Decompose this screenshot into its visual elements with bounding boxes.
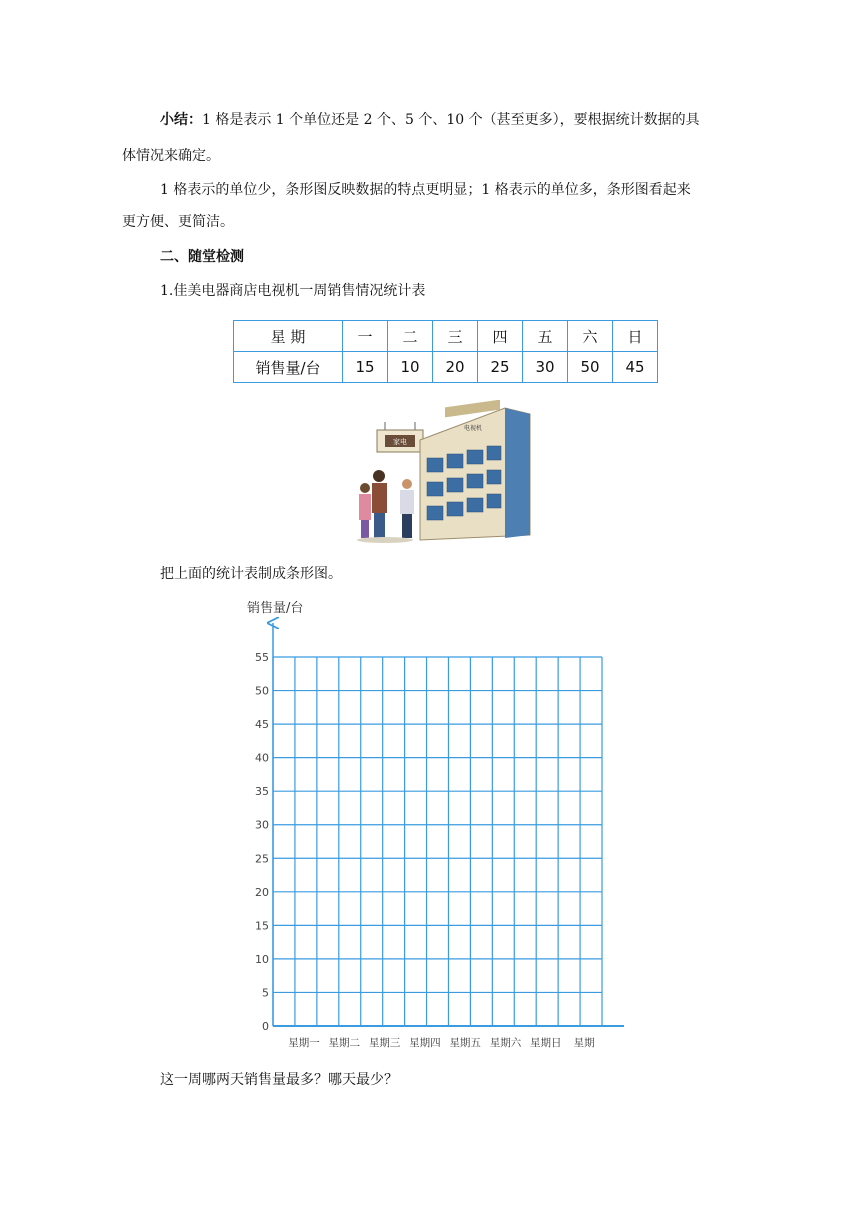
y-tick-label: 25 (255, 852, 269, 866)
y-tick-label: 30 (255, 818, 269, 832)
table-row-sales (234, 352, 658, 383)
x-category-label: 星期五 (449, 1037, 481, 1049)
table-day-cell: 三 (433, 321, 478, 352)
summary-line-1 (160, 104, 740, 136)
x-axis-label: 星期 (573, 1037, 595, 1049)
summary-text-1: 1 格是表示 1 个单位还是 2 个、5 个、10 个（甚至更多），要根据统计数据的具 (202, 112, 700, 128)
x-category-label: 星期二 (328, 1037, 361, 1049)
y-axis-label: 销售量/台 (247, 601, 304, 616)
x-category-label: 星期一 (288, 1037, 320, 1049)
table-row-days (234, 321, 658, 352)
store-text: 电视机 (463, 425, 483, 432)
section-heading: 二、随堂检测 (160, 249, 244, 265)
x-category-label: 星期四 (409, 1037, 441, 1049)
x-category-label: 星期日 (530, 1037, 562, 1049)
x-category-labels (288, 1036, 595, 1049)
y-tick-label: 55 (255, 651, 269, 664)
table-header-label: 星 期 (234, 321, 343, 352)
table-day-cell: 五 (523, 321, 568, 352)
table-value-cell: 15 (343, 352, 388, 383)
table-day-cell: 六 (568, 321, 613, 352)
y-tick-label: 50 (255, 684, 269, 698)
store-illustration (355, 400, 535, 545)
summary-line-2: 体情况来确定。 (122, 148, 220, 164)
y-tick-label: 0 (262, 1020, 269, 1033)
table-day-cell: 四 (478, 321, 523, 352)
x-category-label: 星期三 (368, 1037, 401, 1049)
table-value-cell: 50 (568, 352, 613, 383)
table-value-cell: 20 (433, 352, 478, 383)
exercise-instruction: 把上面的统计表制成条形图。 (160, 566, 342, 582)
bar-chart-grid (230, 595, 640, 1055)
y-tick-label: 20 (255, 885, 269, 899)
sales-table (233, 320, 658, 383)
table-day-cell: 二 (388, 321, 433, 352)
table-day-cell: 日 (613, 321, 658, 352)
summary-line-4: 更方便、更简洁。 (122, 214, 234, 230)
y-tick-label: 40 (255, 751, 269, 765)
y-tick-label: 15 (255, 919, 269, 933)
y-tick-label: 35 (255, 785, 269, 799)
table-day-cell: 一 (343, 321, 388, 352)
y-tick-label: 10 (255, 952, 269, 966)
table-row-label: 销售量/台 (234, 352, 343, 383)
table-value-cell: 10 (388, 352, 433, 383)
y-tick-label: 45 (255, 718, 269, 732)
y-tick-label: 5 (262, 986, 269, 1000)
table-value-cell: 45 (613, 352, 658, 383)
x-category-label: 星期六 (489, 1037, 522, 1049)
table-value-cell: 25 (478, 352, 523, 383)
grid-lines (273, 657, 602, 1026)
exercise-question: 这一周哪两天销售量最多？哪天最少？ (160, 1072, 398, 1088)
exercise-title: 1.佳美电器商店电视机一周销售情况统计表 (160, 283, 426, 299)
table-value-cell: 30 (523, 352, 568, 383)
sign-text: 家电 (393, 438, 407, 446)
y-tick-labels (255, 651, 269, 1033)
summary-line-3: 1 格表示的单位少，条形图反映数据的特点更明显；1 格表示的单位多，条形图看起来 (160, 182, 691, 198)
summary-label: 小结： (160, 112, 202, 128)
